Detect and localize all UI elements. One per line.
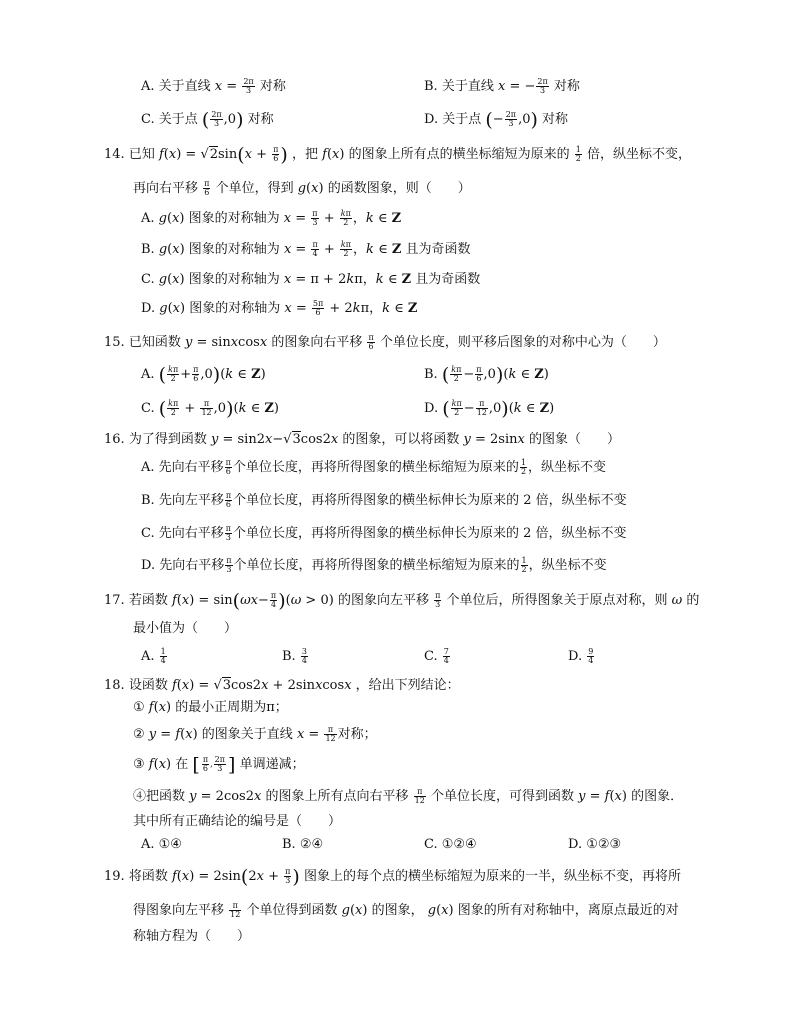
q13-option-d-label: D. 关于点 [424, 112, 482, 127]
q15-option-a[interactable]: A. ( $\frac{k\pi}{2}$ + $\frac{\pi}{6}$ ,0)(k ∈ Z) [141, 364, 266, 386]
q13-option-d[interactable]: D. 关于点 (− $\frac{2\pi}{3}$ ,0) 对称 [424, 109, 569, 131]
q16-option-a-text-c: ，纵坐标不变 [528, 460, 607, 475]
q14-option-c[interactable]: C. g(x) 图象的对称轴为 x = π + 2kπ，k ∈ Z 且为奇函数 [141, 272, 481, 287]
q18-option-c[interactable]: C. ①②④ [424, 837, 477, 852]
q18-s1-text: 的最小正周期为 [175, 700, 267, 715]
q14-option-d[interactable]: D. g(x) 图象的对称轴为 x = $\frac{5\pi}{6}$ + 2kπ，k ∈ Z [141, 299, 418, 317]
q16-option-d[interactable]: D. 先向右平移 $\frac{\pi}{3}$ 个单位长度，再将所得图象的横坐标缩短为原来的 $\frac{1}{2}$ ，纵坐标不变 [141, 556, 607, 574]
q14-option-c-text: 图象的对称轴为 [188, 272, 280, 287]
q14-option-d-text: 图象的对称轴为 [189, 301, 281, 316]
q19-text-f: 图象的所有对称轴中，离原点最近的对 [457, 903, 679, 918]
q18-option-d[interactable]: D. ①②③ [568, 837, 622, 852]
q13-option-a[interactable]: A. 关于直线 x = $\frac{2\pi}{3}$ 对称 [141, 77, 286, 95]
q18-s3-marker: ③ [133, 757, 145, 772]
q16-option-d-text-b: 个单位长度，再将所得图象的横坐标缩短为原来的 [233, 558, 520, 573]
q14-option-c-tail: 且为奇函数 [415, 272, 481, 287]
q17-text-a: 若函数 [128, 593, 168, 608]
q17-text-c: 个单位后，所得图象关于原点对称，则 [446, 593, 668, 608]
q16-option-a-text-b: 个单位长度，再将所得图象的横坐标缩短为原来的 [232, 460, 519, 475]
q16-option-c-text-a: C. 先向右平移 [141, 526, 224, 541]
q18-statement-4: ④把函数 y = 2cos2x 的图象上所有点向右平移 $\frac{\pi}{12}$ 个单位长度，可得到函数 y = f(x) 的图象． [133, 787, 684, 805]
q19-text-c: 得图象向左平移 [133, 903, 225, 918]
q19-stem-line2: 得图象向左平移 $\frac{\pi}{12}$ 个单位得到函数 g(x) 的图象， g(x) 图象的所有对称轴中，离原点最近的对 [133, 901, 679, 919]
q15-option-c[interactable]: C. ( $\frac{k\pi}{2}$ + $\frac{\pi}{12}$ ,0)(k ∈ Z) [141, 398, 279, 420]
q19-text-d: 个单位得到函数 [246, 903, 338, 918]
q15-text-b: 的图象向右平移 [271, 335, 363, 350]
q17-stem-line2: 最小值为（ ） [133, 621, 238, 636]
q18-statement-2: ② y = f(x) 的图象关于直线 x = $\frac{\pi}{12}$ 对称； [133, 725, 377, 743]
q14-option-b[interactable]: B. g(x) 图象的对称轴为 x = $\frac{\pi}{4}$ + $\frac{k\pi}{2}$ ，k ∈ Z 且为奇函数 [141, 240, 471, 258]
q15-text-a: 已知函数 [128, 335, 181, 350]
q18-s2-marker: ② [133, 727, 145, 742]
q15-option-b[interactable]: B. ( $\frac{k\pi}{2}$ − $\frac{\pi}{6}$ ,0)(k ∈ Z) [424, 364, 549, 386]
q18-s2-text-a: 的图象关于直线 [201, 727, 293, 742]
q13-option-d-suffix: 对称 [542, 112, 569, 127]
q15-option-d[interactable]: D. ( $\frac{k\pi}{2}$ − $\frac{\pi}{12}$ ,0)(k ∈ Z) [424, 398, 555, 420]
q18-s1-marker: ① [133, 700, 145, 715]
q19-text-a: 将函数 [128, 869, 168, 884]
q18-text-a: 设函数 [128, 678, 168, 693]
q16-number: 16. [104, 432, 125, 447]
q19-text-b: 图象上的每个点的横坐标缩短为原来的一半，纵坐标不变，再将所 [303, 869, 681, 884]
q14-text-c: 的图象上所有点的横坐标缩短为原来的 [348, 147, 570, 162]
q14-number: 14. [104, 147, 125, 162]
q18-stem: 18. 设函数 f(x) = √3cos2x + 2sinxcosx ，给出下列结论： [104, 678, 460, 693]
q13-option-c[interactable]: C. 关于点 ( $\frac{2\pi}{3}$ ,0) 对称 [141, 109, 274, 131]
q16-option-b-text-a: B. 先向左平移 [141, 493, 224, 508]
q14-option-a[interactable]: A. g(x) 图象的对称轴为 x = $\frac{\pi}{3}$ + $\frac{k\pi}{2}$ ，k ∈ Z [141, 209, 402, 227]
q16-text-a: 为了得到函数 [128, 432, 207, 447]
q18-s3-text-a: 在 [175, 757, 189, 772]
q13-option-c-suffix: 对称 [247, 112, 274, 127]
q14-option-b-tail: 且为奇函数 [405, 242, 471, 257]
q14-text-a: 已知 [128, 147, 155, 162]
q17-option-c[interactable]: C. $\frac{7}{4}$ [424, 647, 449, 665]
q14-option-b-text: 图象的对称轴为 [188, 242, 280, 257]
q13-option-b[interactable]: B. 关于直线 x = − $\frac{2\pi}{3}$ 对称 [424, 77, 580, 95]
q16-option-b[interactable]: B. 先向左平移 $\frac{\pi}{6}$ 个单位长度，再将所得图象的横坐标伸长为原来的 2 倍，纵坐标不变 [141, 491, 627, 509]
q19-stem-line1: 19. 将函数 f(x) = 2sin(2x + $\frac{\pi}{3}$ ) 图象上的每个点的横坐标缩短为原来的一半，纵坐标不变，再将所 [104, 866, 681, 888]
q14-stem-line1: 14. 已知 f(x) = √2sin(x + $\frac{\pi}{6}$ ) ，把 f(x) 的图象上所有点的横坐标缩短为原来的 $\frac{1}{2}$ 倍，纵坐标不变， [104, 144, 691, 166]
q18-text-b: ，给出下列结论： [355, 678, 460, 693]
q18-s4-text-b: 的图象上所有点向右平移 [265, 789, 409, 804]
q18-option-b[interactable]: B. ②④ [282, 837, 324, 852]
q19-text-e: 的图象， [371, 903, 424, 918]
q13-option-c-label: C. 关于点 [141, 112, 198, 127]
q19-stem-line3: 称轴方程为（ ） [133, 929, 251, 944]
q18-statement-3: ③ f(x) 在 [ $\frac{\pi}{6}$ , $\frac{2\pi}{3}$ ] 单调递减； [133, 754, 305, 776]
q16-option-d-text-c: ，纵坐标不变 [528, 558, 607, 573]
q16-option-c[interactable]: C. 先向右平移 $\frac{\pi}{3}$ 个单位长度，再将所得图象的横坐标伸长为原来的 2 倍，纵坐标不变 [141, 524, 627, 542]
q15-stem: 15. 已知函数 y = sinxcosx 的图象向右平移 $\frac{\pi}{6}$ 个单位长度，则平移后图象的对称中心为（ ） [104, 333, 666, 351]
q17-stem-line1: 17. 若函数 f(x) = sin(ωx− $\frac{\pi}{4}$ )(ω > 0) 的图象向左平移 $\frac{\pi}{3}$ 个单位后，所得图象关于原点对称，则 ω 的 [104, 590, 700, 612]
q17-option-a[interactable]: A. $\frac{1}{4}$ [141, 647, 166, 665]
q16-option-a-text-a: A. 先向右平移 [141, 460, 224, 475]
q15-text-c: 个单位长度，则平移后图象的对称中心为（ ） [379, 335, 666, 350]
q14-text-d: 倍，纵坐标不变， [586, 147, 691, 162]
q13-option-b-suffix: 对称 [553, 79, 580, 94]
q18-question: 其中所有正确结论的编号是（ ） [133, 814, 342, 829]
q18-s3-text-b: 单调递减； [239, 757, 305, 772]
q19-number: 19. [104, 869, 125, 884]
q16-text-b: 的图象，可以将函数 [342, 432, 460, 447]
q18-s4-text-a: ④把函数 [133, 789, 186, 804]
q14-text-e: 再向右平移 [133, 181, 199, 196]
q16-option-b-text-b: 个单位长度，再将所得图象的横坐标伸长为原来的 2 倍，纵坐标不变 [233, 493, 627, 508]
q15-number: 15. [104, 335, 125, 350]
q14-text-b: ，把 [291, 147, 318, 162]
q18-number: 18. [104, 678, 125, 693]
q17-number: 17. [104, 593, 125, 608]
q18-statement-1: ① f(x) 的最小正周期为π； [133, 700, 288, 715]
q14-text-f: 个单位，得到 [215, 181, 294, 196]
q16-option-d-text-a: D. 先向右平移 [141, 558, 225, 573]
q17-option-b[interactable]: B. $\frac{3}{4}$ [282, 647, 307, 665]
q13-option-b-label: B. 关于直线 [424, 79, 494, 94]
q13-option-a-label: A. 关于直线 [141, 79, 211, 94]
q14-stem-line2: 再向右平移 $\frac{\pi}{6}$ 个单位，得到 g(x) 的函数图象，则（ ） [133, 179, 471, 197]
q16-text-c: 的图象（ ） [528, 432, 620, 447]
q16-stem: 16. 为了得到函数 y = sin2x−√3cos2x 的图象，可以将函数 y = 2sinx 的图象（ ） [104, 432, 620, 447]
q13-option-a-suffix: 对称 [259, 79, 286, 94]
q17-option-d[interactable]: D. $\frac{9}{4}$ [568, 647, 594, 665]
q16-option-c-text-b: 个单位长度，再将所得图象的横坐标伸长为原来的 2 倍，纵坐标不变 [233, 526, 627, 541]
q17-text-d: 的 [686, 593, 700, 608]
q18-option-a[interactable]: A. ①④ [141, 837, 182, 852]
q14-option-a-text: 图象的对称轴为 [188, 211, 280, 226]
q18-s4-text-d: 的图象． [631, 789, 684, 804]
q16-option-a[interactable]: A. 先向右平移 $\frac{\pi}{6}$ 个单位长度，再将所得图象的横坐标缩短为原来的 $\frac{1}{2}$ ，纵坐标不变 [141, 458, 607, 476]
q18-s2-text-b: 对称； [337, 727, 377, 742]
q14-text-g: 的函数图象，则（ ） [327, 181, 471, 196]
q17-text-b: 的图象向左平移 [337, 593, 429, 608]
q18-s4-text-c: 个单位长度，可得到函数 [430, 789, 574, 804]
